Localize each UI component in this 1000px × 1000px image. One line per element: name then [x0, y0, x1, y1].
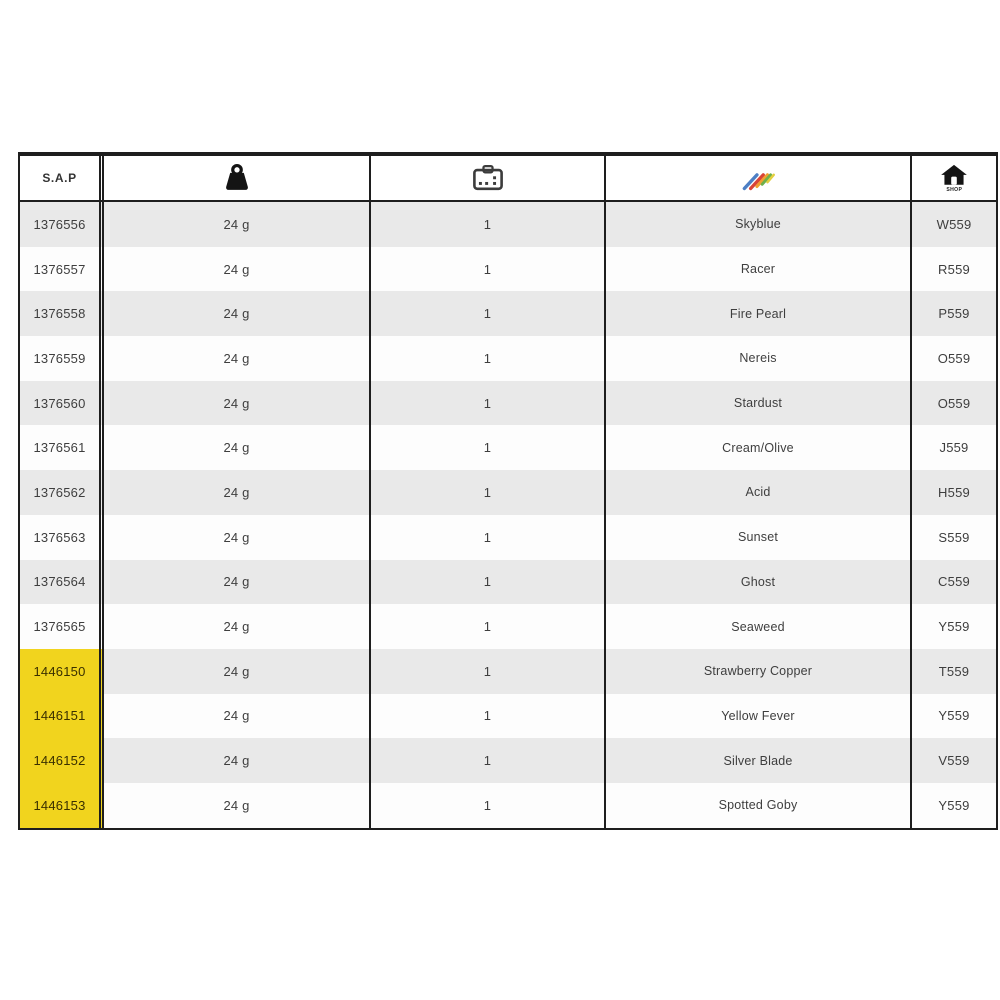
- shop-column-header: [912, 156, 996, 200]
- color-cell: Seaweed: [606, 604, 912, 649]
- shop-icon-label: SHOP: [946, 186, 962, 193]
- table-row: [20, 649, 996, 694]
- quantity-cell: 1: [371, 202, 606, 247]
- table-row: [20, 247, 996, 292]
- weight-icon: [220, 163, 254, 193]
- shop-cell: P559: [912, 291, 996, 336]
- sap-cell: 1376563: [20, 515, 104, 560]
- quantity-cell: 1: [371, 515, 606, 560]
- color-cell: Skyblue: [606, 202, 912, 247]
- sap-cell: 1446150: [20, 649, 104, 694]
- weight-column-header: [104, 156, 371, 200]
- color-cell: Racer: [606, 247, 912, 292]
- color-cell: Strawberry Copper: [606, 649, 912, 694]
- quantity-cell: 1: [371, 649, 606, 694]
- table-row: [20, 694, 996, 739]
- color-cell: Spotted Goby: [606, 783, 912, 828]
- tackle-box-icon: [471, 164, 505, 192]
- quantity-cell: 1: [371, 336, 606, 381]
- weight-cell: 24 g: [104, 291, 371, 336]
- shop-cell: Y559: [912, 694, 996, 739]
- sap-header-label: S.A.P: [42, 171, 77, 185]
- quantity-cell: 1: [371, 470, 606, 515]
- sap-cell: 1376559: [20, 336, 104, 381]
- color-cell: Acid: [606, 470, 912, 515]
- color-cell: Cream/Olive: [606, 425, 912, 470]
- shop-cell: Y559: [912, 783, 996, 828]
- color-cell: Ghost: [606, 560, 912, 605]
- sap-cell: 1376564: [20, 560, 104, 605]
- shop-cell: O559: [912, 336, 996, 381]
- quantity-cell: 1: [371, 560, 606, 605]
- color-cell: Stardust: [606, 381, 912, 426]
- shop-cell: R559: [912, 247, 996, 292]
- sap-cell: 1446152: [20, 738, 104, 783]
- shop-cell: V559: [912, 738, 996, 783]
- quantity-cell: 1: [371, 694, 606, 739]
- table-row: [20, 381, 996, 426]
- sap-cell: 1376565: [20, 604, 104, 649]
- weight-cell: 24 g: [104, 560, 371, 605]
- weight-cell: 24 g: [104, 336, 371, 381]
- table-row: [20, 515, 996, 560]
- table-header-row: [20, 156, 996, 202]
- quantity-column-header: [371, 156, 606, 200]
- shop-cell: J559: [912, 425, 996, 470]
- weight-cell: 24 g: [104, 604, 371, 649]
- shop-cell: T559: [912, 649, 996, 694]
- sap-cell: 1376557: [20, 247, 104, 292]
- shop-cell: W559: [912, 202, 996, 247]
- quantity-cell: 1: [371, 381, 606, 426]
- table-row: [20, 783, 996, 828]
- table-row: [20, 738, 996, 783]
- table-row: [20, 604, 996, 649]
- color-cell: Fire Pearl: [606, 291, 912, 336]
- shop-cell: Y559: [912, 604, 996, 649]
- table-row: [20, 336, 996, 381]
- table-row: [20, 470, 996, 515]
- quantity-cell: 1: [371, 783, 606, 828]
- sap-cell: 1446151: [20, 694, 104, 739]
- quantity-cell: 1: [371, 738, 606, 783]
- color-column-header: [606, 156, 912, 200]
- sap-cell: 1446153: [20, 783, 104, 828]
- quantity-cell: 1: [371, 604, 606, 649]
- color-cell: Nereis: [606, 336, 912, 381]
- weight-cell: 24 g: [104, 783, 371, 828]
- weight-cell: 24 g: [104, 470, 371, 515]
- quantity-cell: 1: [371, 291, 606, 336]
- shop-cell: O559: [912, 381, 996, 426]
- shop-cell: H559: [912, 470, 996, 515]
- shop-cell: C559: [912, 560, 996, 605]
- weight-cell: 24 g: [104, 515, 371, 560]
- table-row: [20, 291, 996, 336]
- weight-cell: 24 g: [104, 694, 371, 739]
- weight-cell: 24 g: [104, 247, 371, 292]
- quantity-cell: 1: [371, 247, 606, 292]
- weight-cell: 24 g: [104, 381, 371, 426]
- sap-cell: 1376558: [20, 291, 104, 336]
- color-cell: Silver Blade: [606, 738, 912, 783]
- weight-cell: 24 g: [104, 649, 371, 694]
- table-row: [20, 560, 996, 605]
- weight-cell: 24 g: [104, 202, 371, 247]
- table-row: [20, 425, 996, 470]
- product-spec-table: [18, 152, 998, 830]
- quantity-cell: 1: [371, 425, 606, 470]
- weight-cell: 24 g: [104, 425, 371, 470]
- weight-cell: 24 g: [104, 738, 371, 783]
- shop-house-icon: [940, 164, 968, 193]
- sap-cell: 1376562: [20, 470, 104, 515]
- table-row: [20, 202, 996, 247]
- table-body: [20, 202, 996, 828]
- sap-cell: 1376556: [20, 202, 104, 247]
- sap-cell: 1376561: [20, 425, 104, 470]
- sap-column-header: [20, 156, 104, 200]
- color-cell: Yellow Fever: [606, 694, 912, 739]
- shop-cell: S559: [912, 515, 996, 560]
- color-strokes-icon: [737, 162, 779, 194]
- color-cell: Sunset: [606, 515, 912, 560]
- sap-cell: 1376560: [20, 381, 104, 426]
